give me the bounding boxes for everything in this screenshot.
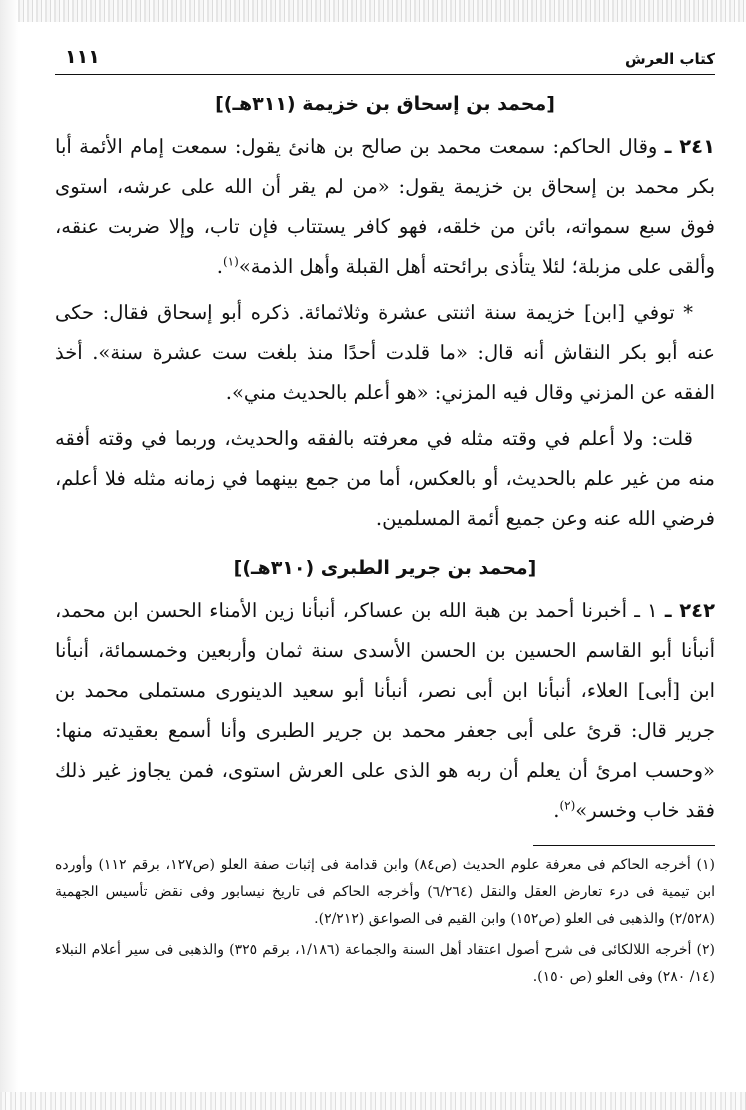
- footnotes: [55, 852, 715, 991]
- paragraph-end: .: [216, 255, 223, 278]
- footnote-divider: [533, 845, 715, 846]
- footnote-reference: (٢): [559, 798, 576, 813]
- entry-text: وقال الحاكم: سمعت محمد بن صالح بن هانئ يقول: سمعت إمام الأئمة أبا بكر محمد بن إسحاق بن خزيمة يقول: «من لم يقر أن الله على عرشه، استوى فوق سبع سمواته، بائن من خلقه، فهو كافر يستتاب فإن تاب، وإلا ضربت عنقه، وألقى على مزبلة؛ لئلا يتأذى برائحته أهل القبلة وأهل الذمة»: [55, 135, 715, 278]
- biography-paragraph: * توفي [ابن] خزيمة سنة اثنتى عشرة وثلاثمائة. ذكره أبو إسحاق فقال: حكى عنه أبو بكر النقاش أنه قال: «ما قلدت أحدًا منذ بلغت ست عشرة سنة». أخذ الفقه عن المزني وقال فيه المزني: «هو أعلم بالحديث مني».: [55, 301, 715, 404]
- running-header: [55, 40, 715, 75]
- page-number: ١١١: [65, 46, 100, 68]
- book-title: كتاب العرش: [624, 50, 715, 68]
- section-heading-tabari: [محمد بن جرير الطبرى (٣١٠هـ)]: [233, 557, 537, 579]
- entry-number: ٢٤١ ـ: [664, 135, 715, 158]
- paragraph-end: .: [553, 799, 560, 822]
- section-heading-ibn-khuzayma: [محمد بن إسحاق بن خزيمة (٣١١هـ)]: [215, 93, 555, 115]
- entry-text: ١ ـ أخبرنا أحمد بن هبة الله بن عساكر، أنبأنا زين الأمناء الحسن ابن محمد، أنبأنا أبو القاسم الحسين بن الحسن الأسدى سنة ثمان وأربعين وخمسمائة، أنبأنا ابن [أبى] العلاء، أنبأنا ابن أبى نصر، أنبأنا أبو سعيد الدينورى مستملى محمد بن جرير قال: قرئ على أبى جعفر محمد بن جرير الطبرى وأنا أسمع بعقيدته منها: «وحسب امرئ أن يعلم أن ربه هو الذى على العرش استوى، فمن يجاوز غير ذلك فقد خاب وخسر»: [55, 599, 715, 822]
- commentary-paragraph: قلت: ولا أعلم في وقته مثله في معرفته بالفقه والحديث، وربما في وقته أفقه منه من غير علم بالحديث، أو بالعكس، أما من جمع بينهما في زمانه مثله فلا أعلم، فرضي الله عنه وعن جميع أئمة المسلمين.: [55, 427, 715, 530]
- scan-edge-bottom: [0, 1092, 746, 1110]
- scan-edge-left: [0, 0, 18, 1110]
- entry-241-paragraph: [55, 127, 715, 287]
- scan-edge-top: [0, 0, 746, 22]
- footnote-1: (١) أخرجه الحاكم فى معرفة علوم الحديث (ص٨٤) وابن قدامة فى إثبات صفة العلو (ص١٢٧، برقم ١١٢) وأورده ابن تيمية فى درء تعارض العقل والنقل (٦/٢٦٤) وأخرجه الحاكم فى تاريخ نيسابور وفى نقض تأسيس الجهمية (٢/٥٢٨) والذهبى فى العلو (ص١٥٢) وابن القيم فى الصواعق (٢/٢١٢).: [55, 857, 715, 927]
- footnote-reference: (١): [222, 254, 239, 269]
- entry-242-paragraph: [55, 591, 715, 831]
- book-page: [55, 40, 715, 995]
- entry-number: ٢٤٢ ـ: [664, 599, 715, 622]
- footnote-2: (٢) أخرجه اللالكائى فى شرح أصول اعتقاد أهل السنة والجماعة (١/١٨٦، برقم ٣٢٥) والذهبى فى سير أعلام النبلاء (١٤/ ٢٨٠) وفى العلو (ص ١٥٠).: [55, 942, 715, 985]
